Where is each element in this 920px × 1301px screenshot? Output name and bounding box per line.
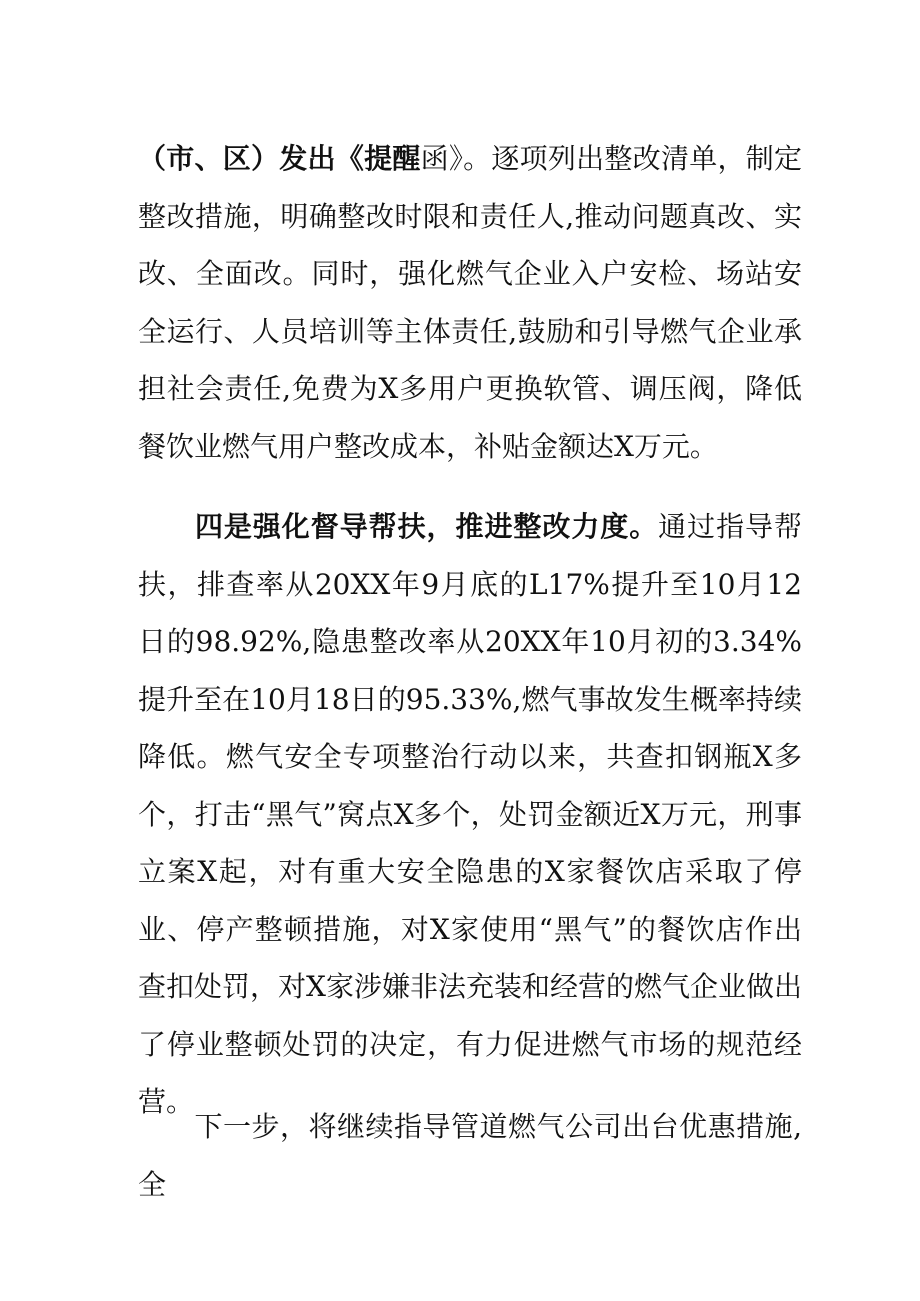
paragraph-2-text: 通过指导帮扶，排查率从20XX年9月底的L17%提升至10月12日的98.92%,隐患整改率从20XX年10月初的3.34%提升至在10月18日的95.33%,燃气事故发生概率持续降低。燃气安全专项整治行动以来，共查扣钢瓶X多个，打击“黑气”窝点X多个，处罚金额近X万元，刑事立案X起，对有重大安全隐患的X家餐饮店采取了停业、停产整顿措施，对X家使用“黑气”的餐饮店作出查扣处罚，对X家涉嫌非法充装和经营的燃气企业做出了停业整顿处罚的决定，有力促进燃气市场的规范经营。 — [138, 510, 802, 1118]
body-paragraph-2 — [138, 498, 802, 1131]
paragraph-1-text: 函》。逐项列出整改清单，制定整改措施，明确整改时限和责任人,推动问题真改、实改、全面改。同时，强化燃气企业入户安检、场站安全运行、人员培训等主体责任,鼓励和引导燃气企业承担社会责任,免费为X多用户更换软管、调压阀，降低餐饮业燃气用户整改成本，补贴金额达X万元。 — [138, 142, 802, 463]
paragraph-3-text: 下一步，将继续指导管道燃气公司出台优惠措施,全 — [138, 1110, 802, 1201]
body-paragraph-1 — [138, 130, 802, 475]
body-paragraph-3 — [138, 1098, 802, 1213]
paragraph-1-lead-bold: （市、区）发出《提醒 — [138, 142, 421, 175]
paragraph-2-heading: 四是强化督导帮扶，推进整改力度。 — [194, 510, 659, 543]
